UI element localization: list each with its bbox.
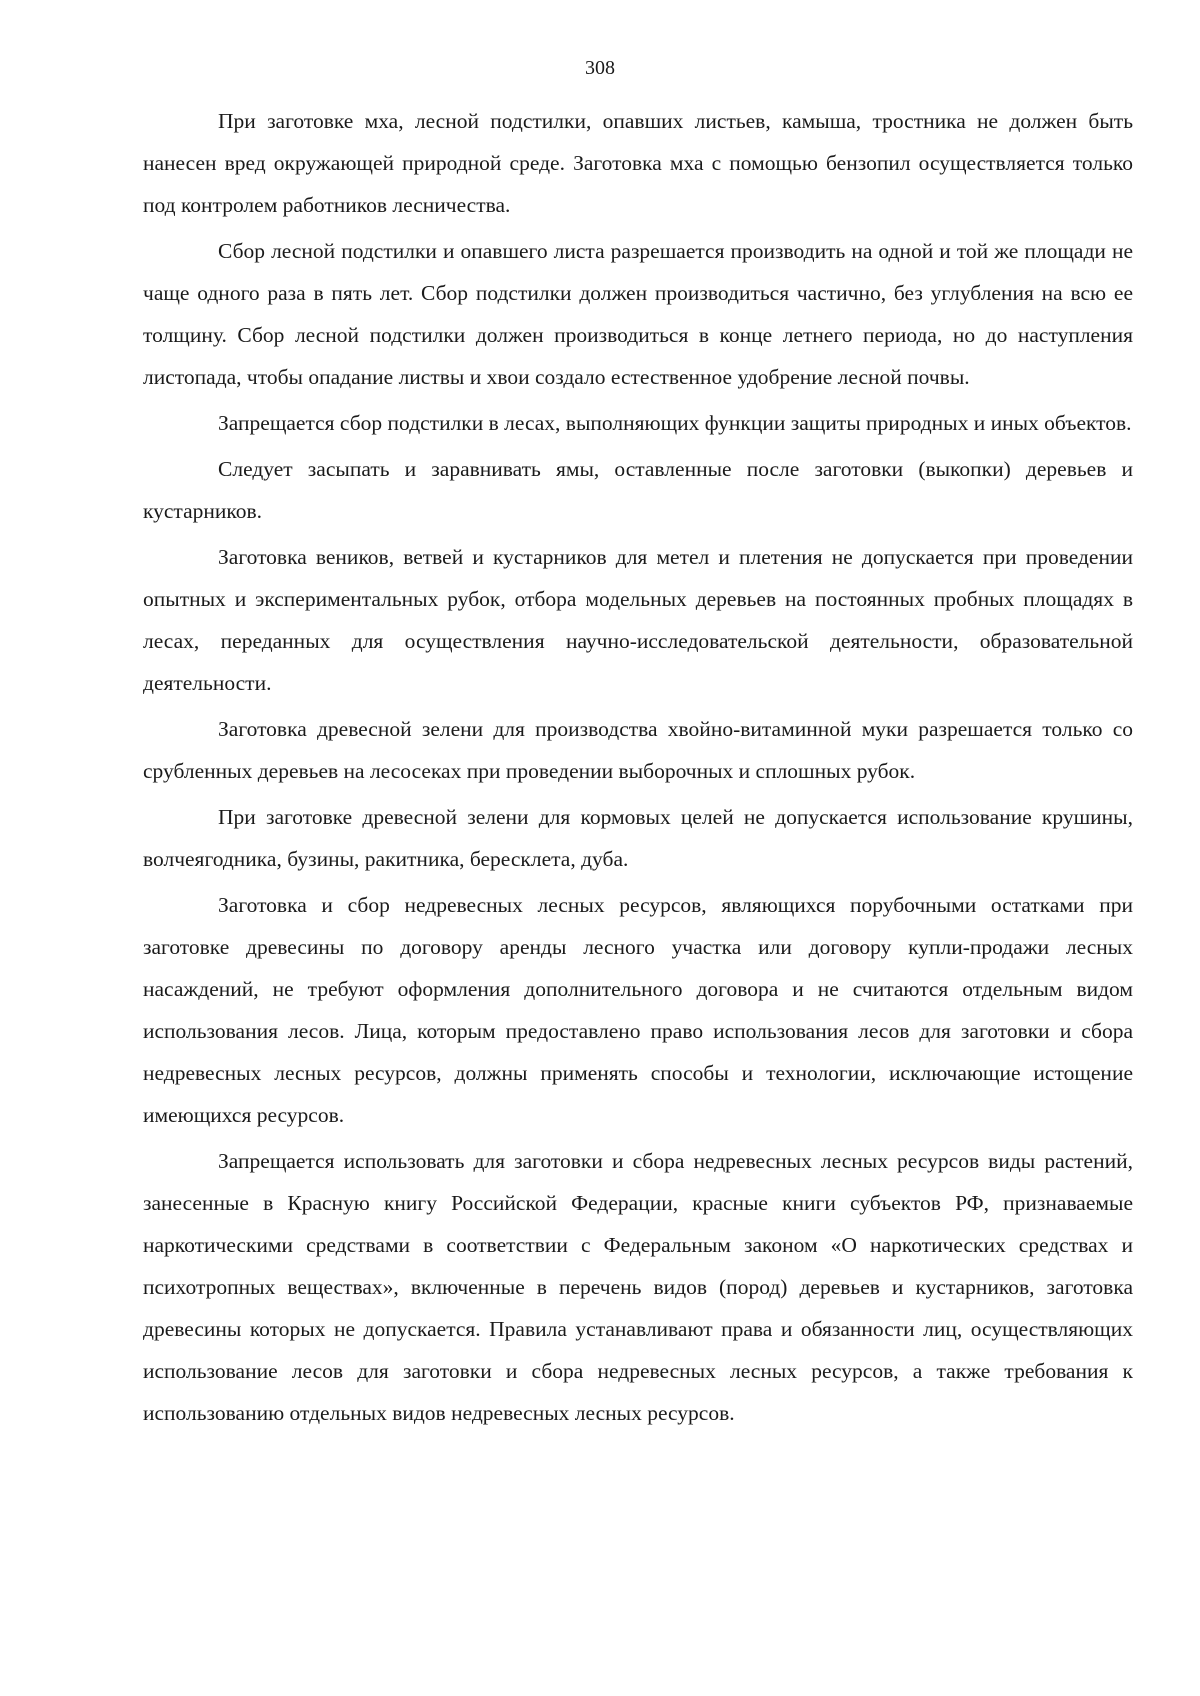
paragraph-4: Следует засыпать и заравнивать ямы, оставленные после заготовки (выкопки) деревьев и кустарников. [143, 457, 1133, 523]
paragraph-8: Заготовка и сбор недревесных лесных ресурсов, являющихся порубочными остатками при заготовке древесины по договору аренды лесного участка или договору купли-продажи лесных насаждений, не требуют оформления дополнительного договора и не считаются отдельным видом использования лесов. Лица, которым предоставлено право использования лесов для заготовки и сбора недревесных лесных ресурсов, должны применять способы и технологии, исключающие истощение имеющихся ресурсов. [143, 893, 1133, 1127]
paragraph-5: Заготовка веников, ветвей и кустарников для метел и плетения не допускается при проведении опытных и экспериментальных рубок, отбора модельных деревьев на постоянных пробных площадях в лесах, переданных для осуществления научно-исследовательской деятельности, образовательной деятельности. [143, 545, 1133, 695]
paragraph-7: При заготовке древесной зелени для кормовых целей не допускается использование крушины, волчеягодника, бузины, ракитника, бересклета, дуба. [143, 805, 1133, 871]
document-body [143, 100, 1133, 1438]
paragraph-9: Запрещается использовать для заготовки и сбора недревесных лесных ресурсов виды растений, занесенные в Красную книгу Российской Федерации, красные книги субъектов РФ, признаваемые наркотическими средствами в соответствии с Федеральным законом «О наркотических средствах и психотропных веществах», включенные в перечень видов (пород) деревьев и кустарников, заготовка древесины которых не допускается. Правила устанавливают права и обязанности лиц, осуществляющих использование лесов для заготовки и сбора недревесных лесных ресурсов, а также требования к использованию отдельных видов недревесных лесных ресурсов. [143, 1149, 1133, 1425]
paragraph-2: Сбор лесной подстилки и опавшего листа разрешается производить на одной и той же площади не чаще одного раза в пять лет. Сбор подстилки должен производиться частично, без углубления на всю ее толщину. Сбор лесной подстилки должен производиться в конце летнего периода, но до наступления листопада, чтобы опадание листвы и хвои создало естественное удобрение лесной почвы. [143, 239, 1133, 389]
paragraph-3: Запрещается сбор подстилки в лесах, выполняющих функции защиты природных и иных объектов. [218, 411, 1132, 435]
paragraph-6: Заготовка древесной зелени для производства хвойно-витаминной муки разрешается только со срубленных деревьев на лесосеках при проведении выборочных и сплошных рубок. [143, 717, 1133, 783]
page-number: 308 [585, 57, 615, 79]
paragraph-1: При заготовке мха, лесной подстилки, опавших листьев, камыша, тростника не должен быть нанесен вред окружающей природной среде. Заготовка мха с помощью бензопил осуществляется только под контролем работников лесничества. [143, 109, 1133, 217]
